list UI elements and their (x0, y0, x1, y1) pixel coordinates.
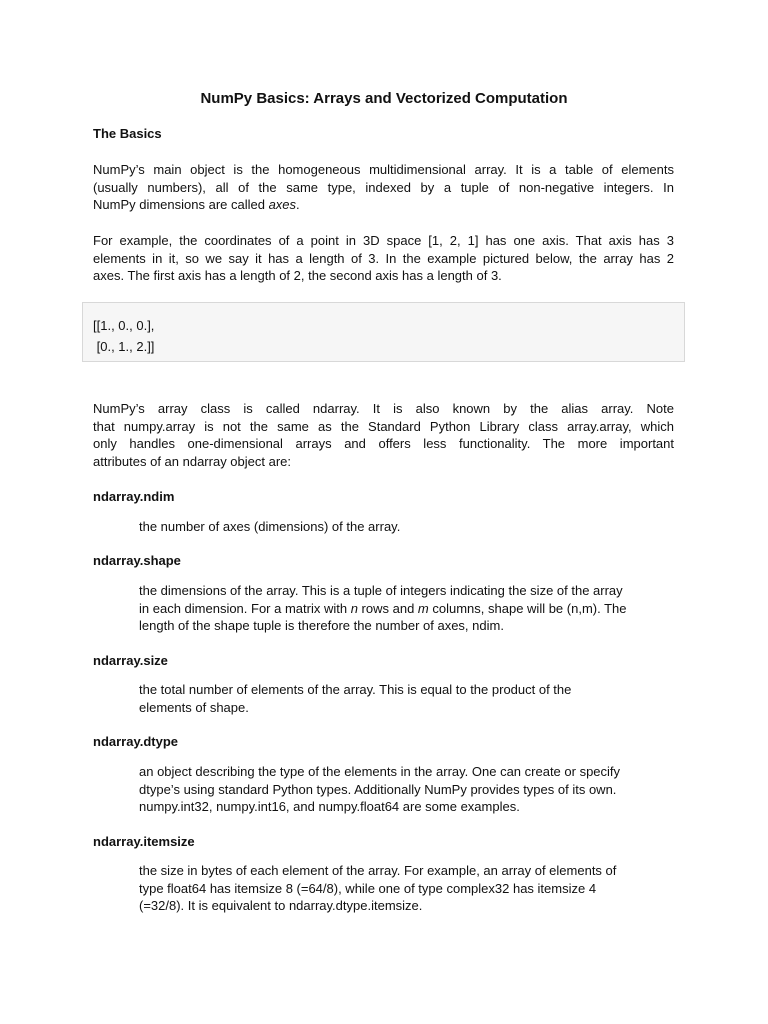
attribute-desc-dtype (139, 763, 674, 816)
attribute-desc-line: the dimensions of the array. This is a tuple of integers indicating the size of the array (139, 583, 623, 598)
attribute-desc-line: numpy.int32, numpy.int16, and numpy.float64 are some examples. (139, 799, 520, 814)
attribute-desc-line: an object describing the type of the elements in the array. One can create or specify (139, 764, 621, 779)
example-line: For example, the coordinates of a point in 3D space [1, 2, 1] has one axis. That axis has 3 (93, 233, 674, 248)
intro-line: (usually numbers), all of the same type, indexed by a tuple of non-negative integers. In (93, 179, 674, 195)
attribute-desc-line: the number of axes (dimensions) of the array. (139, 519, 401, 534)
intro-line (93, 196, 674, 214)
code-block (82, 302, 685, 362)
attribute-name-shape: ndarray.shape (93, 553, 181, 568)
ndarray-intro-line: that numpy.array is not the same as the Standard Python Library class array.array, which (93, 418, 674, 434)
code-line-1: [[1., 0., 0.], (93, 318, 155, 333)
axes-term: axes (268, 197, 297, 212)
attribute-name-dtype: ndarray.dtype (93, 734, 179, 749)
n-term: n (350, 600, 358, 616)
attribute-desc-line: elements of shape. (139, 699, 249, 715)
shape-line-text: in each dimension. For a matrix with (139, 600, 351, 616)
example-paragraph (93, 232, 674, 285)
code-line-2: [0., 1., 2.]] (93, 339, 155, 354)
intro-paragraph (93, 161, 674, 214)
ndarray-intro-line: NumPy’s array class is called ndarray. It is also known by the alias array. Note (93, 401, 674, 416)
example-line: axes. The first axis has a length of 2, the second axis has a length of 3. (93, 268, 502, 283)
intro-line: NumPy’s main object is the homogeneous multidimensional array. It is a table of elements (93, 162, 674, 177)
ndarray-intro-line: attributes of an ndarray object are: (93, 453, 292, 469)
attribute-desc-line: the size in bytes of each element of the array. For example, an array of elements of (139, 863, 617, 878)
attribute-name-ndim: ndarray.ndim (93, 489, 175, 504)
ndarray-intro-paragraph (93, 400, 674, 470)
attribute-desc-line: (=32/8). It is equivalent to ndarray.dtype.itemsize. (139, 898, 423, 913)
attribute-desc-line (139, 600, 674, 618)
attribute-desc-shape (139, 582, 674, 635)
attribute-desc-size (139, 681, 674, 716)
page-title: NumPy Basics: Arrays and Vectorized Computation (200, 90, 568, 107)
m-term: m (417, 600, 429, 616)
example-line: elements in it, so we say it has a length of 3. In the example pictured below, the array has 2 (93, 250, 674, 266)
attribute-desc-line: the total number of elements of the array. This is equal to the product of the (139, 682, 572, 697)
ndarray-intro-line: only handles one-dimensional arrays and offers less functionality. The more important (93, 436, 674, 451)
shape-line-end: columns, shape will be (n,m). The (428, 600, 627, 616)
attribute-desc-itemsize (139, 862, 674, 915)
section-heading: The Basics (93, 126, 162, 141)
attribute-name-itemsize: ndarray.itemsize (93, 834, 195, 849)
attribute-desc-line: length of the shape tuple is therefore the number of axes, ndim. (139, 618, 504, 633)
intro-line-suffix: . (296, 197, 300, 212)
attribute-desc-line: dtype’s using standard Python types. Additionally NumPy provides types of its own. (139, 781, 617, 797)
attribute-desc-line: type float64 has itemsize 8 (=64/8), while one of type complex32 has itemsize 4 (139, 880, 597, 896)
attribute-name-size: ndarray.size (93, 653, 168, 668)
attribute-desc-ndim (139, 518, 674, 536)
shape-line-mid: rows and (357, 600, 418, 616)
intro-line-text: NumPy dimensions are called (93, 197, 269, 212)
